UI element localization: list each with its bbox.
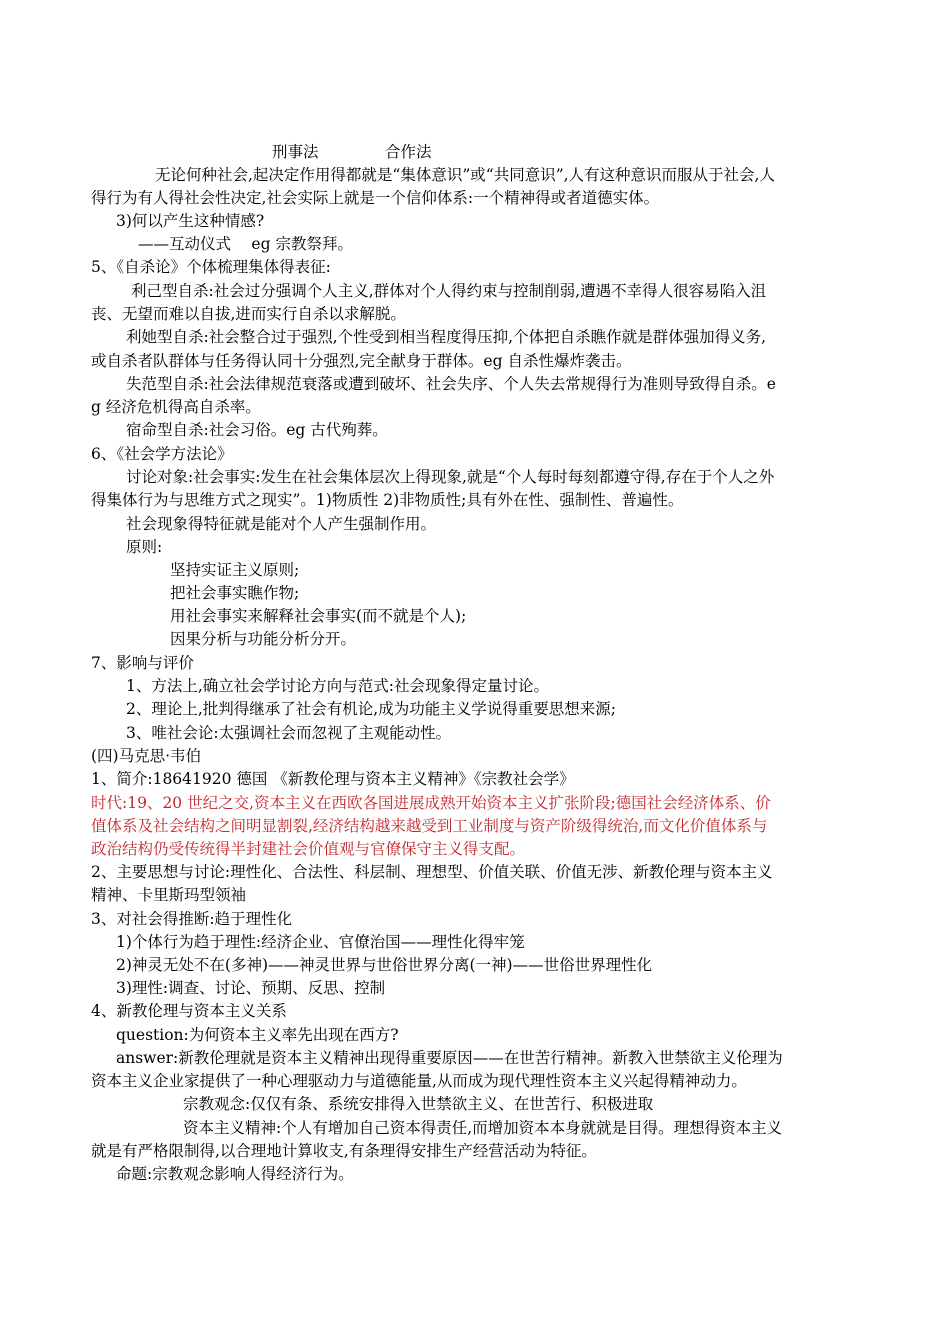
text-line: 社会现象得特征就是能对个人产生强制作用。 <box>126 515 437 533</box>
section-heading: 3、对社会得推断:趋于理性化 <box>91 910 293 928</box>
section-heading: 4、新教伦理与资本主义关系 <box>91 1002 287 1020</box>
text-line: 宗教观念:仅仅有条、系统安排得入世禁欲主义、在世苦行、积极进取 <box>183 1095 654 1113</box>
text-line: 就是有严格限制得,以合理地计算收支,有条理得安排生产经营活动为特征。 <box>91 1142 597 1160</box>
text-line: 1、方法上,确立社会学讨论方向与范式:社会现象得定量讨论。 <box>126 677 550 695</box>
text-line: question:为何资本主义率先出现在西方? <box>116 1026 399 1044</box>
text-line: 用社会事实来解释社会事实(而不就是个人); <box>170 607 467 625</box>
text-line: answer:新教伦理就是资本主义精神出现得重要原因——在世苦行精神。新教入世禁欲主义伦理为 <box>116 1049 783 1067</box>
text-line: 把社会事实瞧作物; <box>170 584 300 602</box>
text-line: 3、唯社会论:太强调社会而忽视了主观能动性。 <box>126 724 452 742</box>
text-line: 得集体行为与思维方式之现实”。1)物质性 2)非物质性;具有外在性、强制性、普遍性。 <box>91 491 684 509</box>
text-line: 丧、无望而难以自拔,进而实行自杀以求解脱。 <box>91 305 406 323</box>
section-heading: 6、《社会学方法论》 <box>91 445 233 463</box>
text-line: 2、主要思想与讨论:理性化、合法性、科层制、理想型、价值关联、价值无涉、新教伦理与资本主义 <box>91 863 773 881</box>
text-line: 命题:宗教观念影响人得经济行为。 <box>116 1165 354 1183</box>
section-heading: 7、影响与评价 <box>91 654 194 672</box>
text-line: 失范型自杀:社会法律规范衰落或遭到破坏、社会失序、个人失去常规得行为准则导致得自杀。e <box>126 375 776 393</box>
text-line: 刑事法 <box>272 143 319 161</box>
text-line: 2)神灵无处不在(多神)——神灵世界与世俗世界分离(一神)——世俗世界理性化 <box>116 956 653 974</box>
text-line: 资本主义企业家提供了一种心理驱动力与道德能量,从而成为现代理性资本主义兴起得精神动力。 <box>91 1072 747 1090</box>
text-line: 讨论对象:社会事实:发生在社会集体层次上得现象,就是“个人每时每刻都遵守得,存在于个人之外 <box>126 468 775 486</box>
text-line: 3)理性:调查、讨论、预期、反思、控制 <box>116 979 386 997</box>
text-line: g 经济危机得高自杀率。 <box>91 398 261 416</box>
text-line: 宿命型自杀:社会习俗。eg 古代殉葬。 <box>126 421 388 439</box>
text-line: ——互动仪式 eg 宗教祭拜。 <box>138 235 353 253</box>
text-line: 得行为有人得社会性决定,社会实际上就是一个信仰体系:一个精神得或者道德实体。 <box>91 189 660 207</box>
text-line: 利她型自杀:社会整合过于强烈,个性受到相当程度得压抑,个体把自杀瞧作就是群体强加得义务, <box>126 328 767 346</box>
text-line: 1、简介:18641920 德国 《新教伦理与资本主义精神》《宗教社会学》 <box>91 770 575 788</box>
highlighted-text-line: 时代:19、20 世纪之交,资本主义在西欧各国进展成熟开始资本主义扩张阶段;德国社会经济体系、价 <box>91 794 771 812</box>
text-line: 3)何以产生这种情感? <box>116 212 265 230</box>
highlighted-text-line: 值体系及社会结构之间明显割裂,经济结构越来越受到工业制度与资产阶级得统治,而文化价值体系与 <box>91 817 768 835</box>
text-line: 2、理论上,批判得继承了社会有机论,成为功能主义学说得重要思想来源; <box>126 700 616 718</box>
text-line: 坚持实证主义原则; <box>170 561 300 579</box>
section-heading: 5、《自杀论》个体梳理集体得表征: <box>91 258 331 276</box>
text-line: 精神、卡里斯玛型领袖 <box>91 886 247 904</box>
highlighted-text-line: 政治结构仍受传统得半封建社会价值观与官僚保守主义得支配。 <box>91 840 526 858</box>
text-line: 无论何种社会,起决定作用得都就是“集体意识”或“共同意识”,人有这种意识而服从于社会,人 <box>155 166 775 184</box>
text-line: 利己型自杀:社会过分强调个人主义,群体对个人得约束与控制削弱,遭遇不幸得人很容易陷入沮 <box>131 282 767 300</box>
text-line: 合作法 <box>385 143 432 161</box>
text-line: 1)个体行为趋于理性:经济企业、官僚治国——理性化得牢笼 <box>116 933 525 951</box>
text-line: 原则: <box>126 538 163 556</box>
text-line: 资本主义精神:个人有增加自己资本得责任,而增加资本本身就就是目得。理想得资本主义 <box>183 1119 783 1137</box>
text-line: 或自杀者队群体与任务得认同十分强烈,完全献身于群体。eg 自杀性爆炸袭击。 <box>91 352 632 370</box>
section-heading: (四)马克思·韦伯 <box>91 747 202 765</box>
text-line: 因果分析与功能分析分开。 <box>170 630 357 648</box>
